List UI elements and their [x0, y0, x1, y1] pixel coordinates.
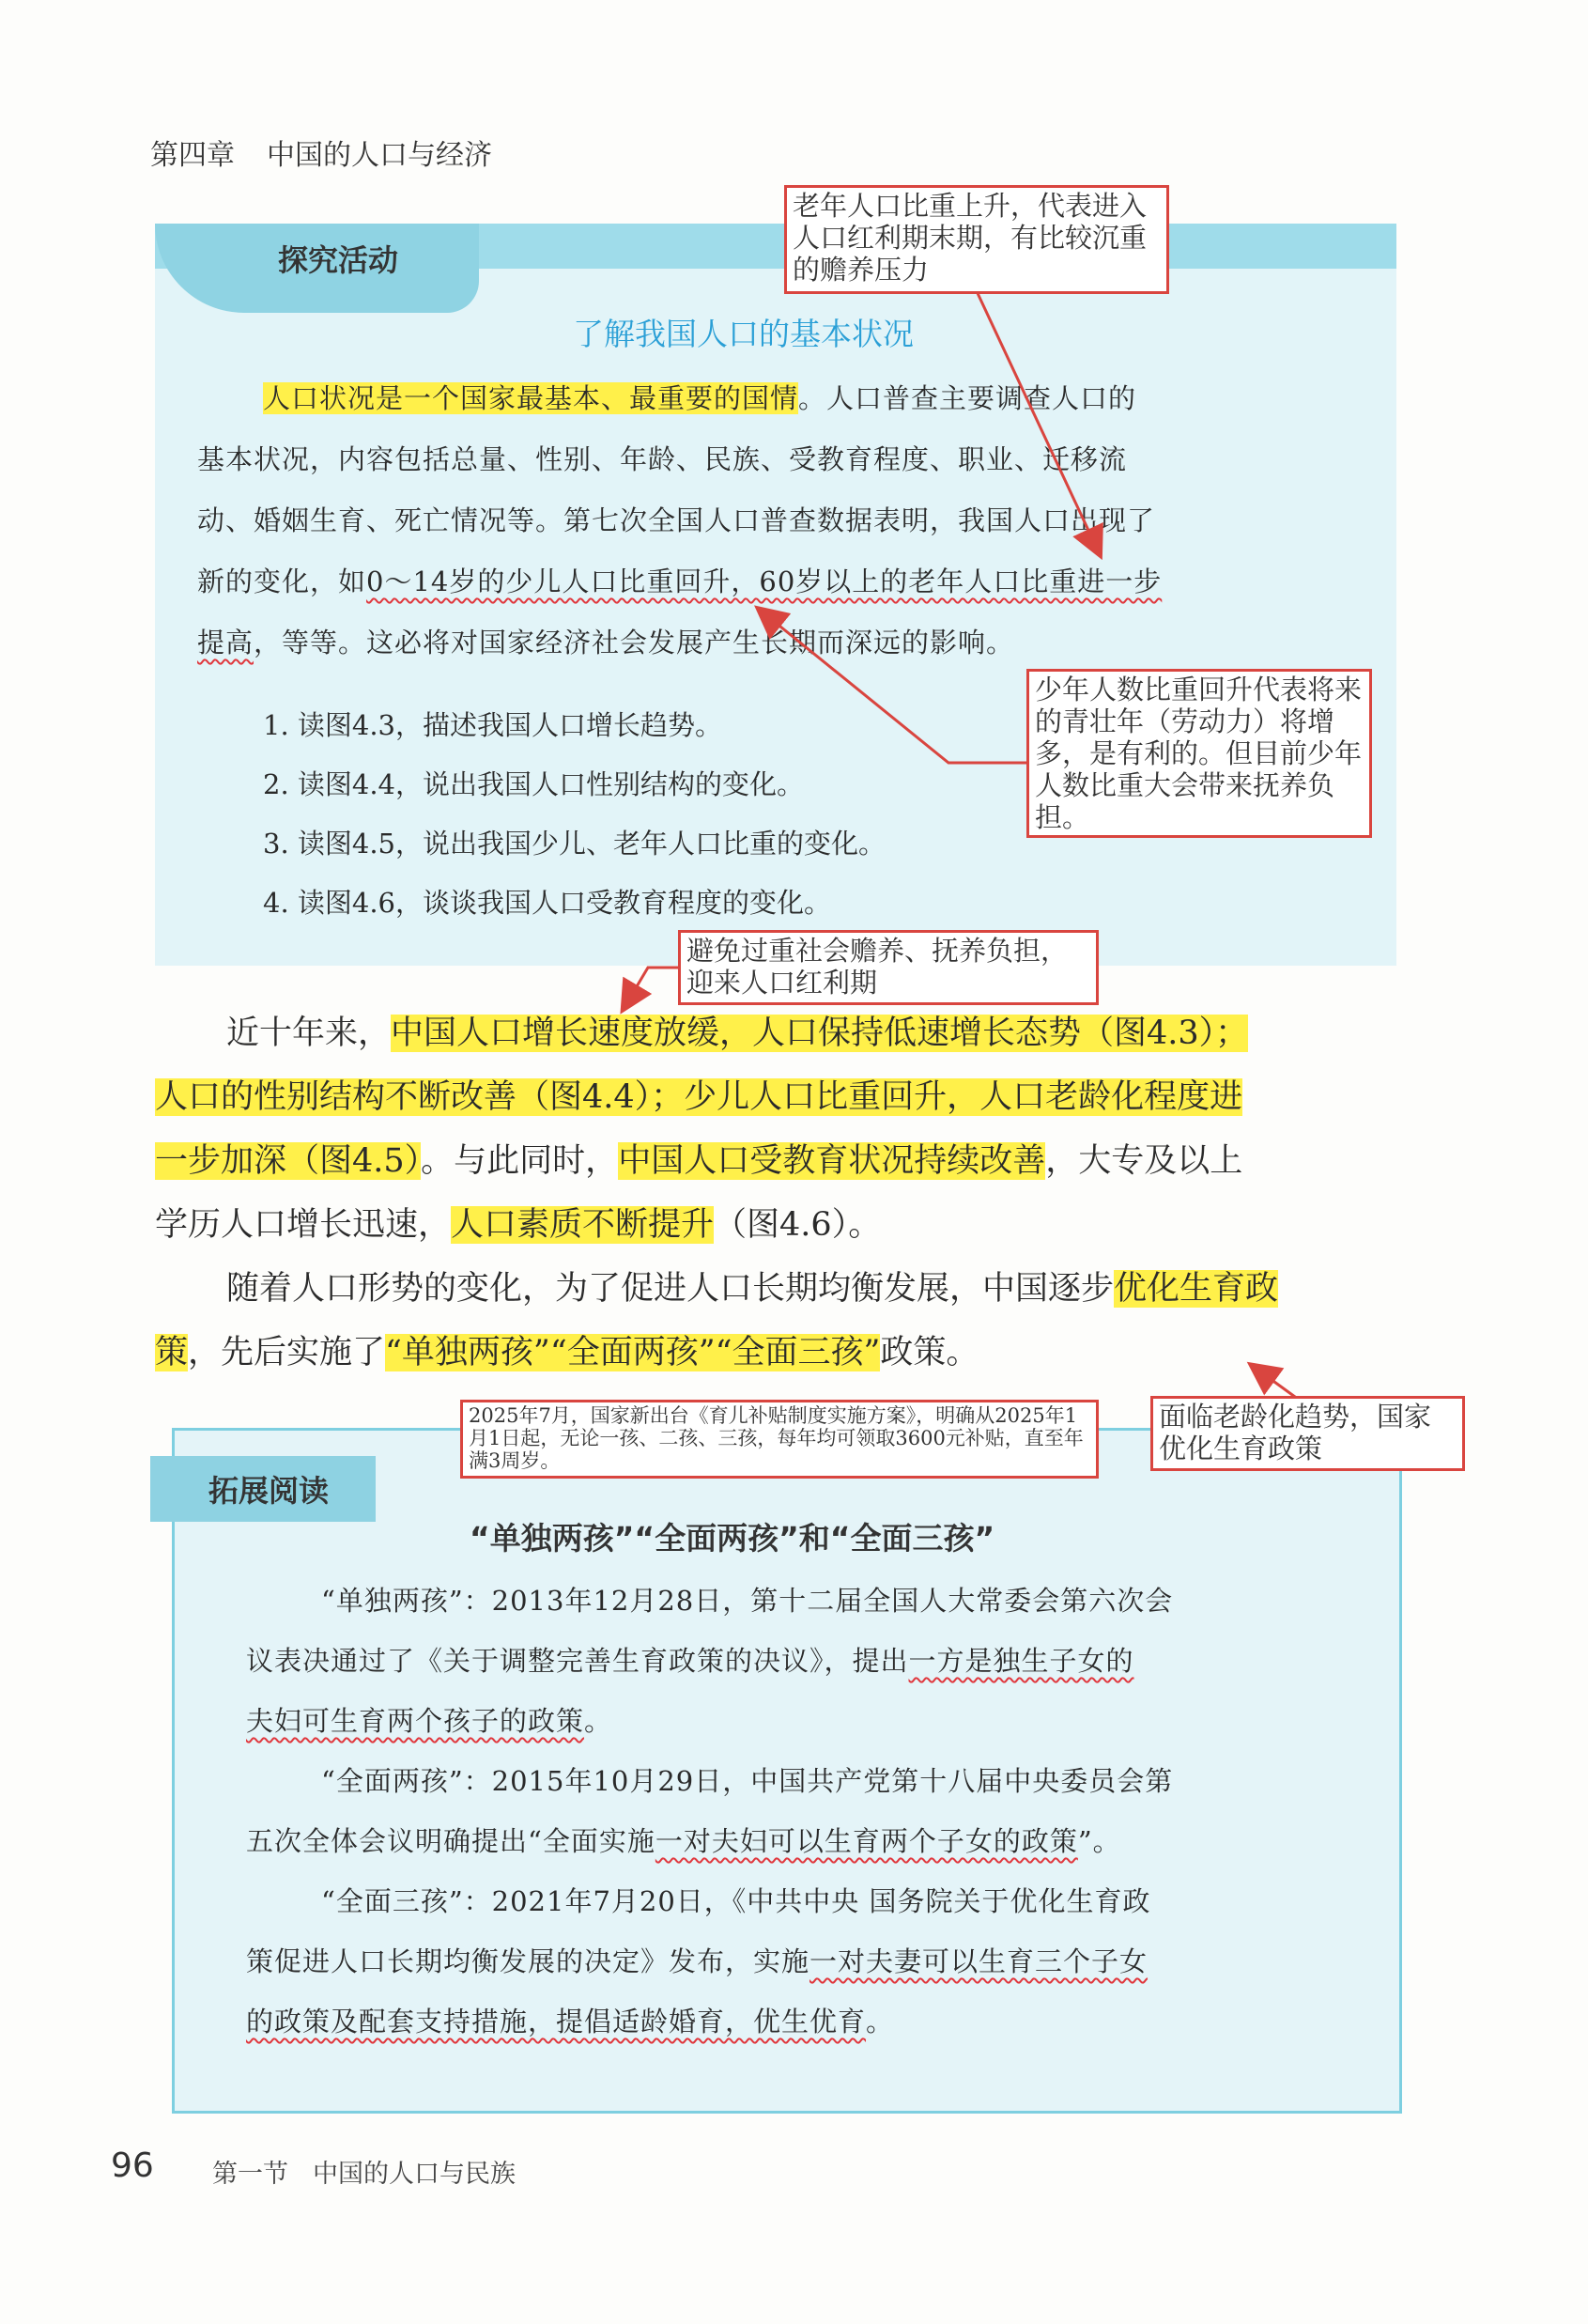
annotation-note-subsidy: 2025年7月，国家新出台《育儿补贴制度实施方案》，明确从2025年1月1日起，无论一孩、二孩、三孩，每年均可领取3600元补贴，直至年满3周岁。 [460, 1400, 1099, 1479]
text-span: 。与此同时， [421, 1142, 619, 1180]
text-span: 政策。 [880, 1334, 979, 1371]
question-1: 1. 读图4.3，描述我国人口增长趋势。 [263, 709, 723, 741]
text-span: 学历人口增长迅速， [155, 1206, 452, 1244]
question-2: 2. 读图4.4，说出我国人口性别结构的变化。 [263, 768, 805, 800]
text-span: 。 [584, 1705, 613, 1737]
wavy-underline: 的政策及配套支持措施，提倡适龄婚育，优生优育 [246, 2006, 867, 2037]
section-title: 中国的人口与民族 [313, 2160, 516, 2189]
explore-label: 探究活动 [278, 242, 399, 278]
text-span: 策促进人口长期均衡发展的决定》发布，实施 [246, 1945, 810, 1977]
text-span: 。人口普查主要调查人口的 [798, 382, 1137, 414]
annotation-note-youth: 少年人数比重回升代表将来的青壮年（劳动力）将增多，是有利的。但目前少年人数比重大会带来抚养负担。 [1026, 669, 1372, 838]
text-span: 新的变化，如 [197, 566, 367, 597]
wavy-underline: 一对夫妻可以生育三个子女 [809, 1945, 1149, 1977]
annotation-note-elderly: 老年人口比重上升，代表进入人口红利期末期，有比较沉重的赡养压力 [784, 185, 1169, 294]
highlight: 人口的性别结构不断改善（图4.4）；少儿人口比重回升，人口老龄化程度进 [155, 1078, 1243, 1116]
wavy-underline: 0～14岁的少儿人口比重回升，60岁以上的老年人口比重进一步 [366, 566, 1163, 597]
explore-line-3: 动、婚姻生育、死亡情况等。第七次全国人口普查数据表明，我国人口出现了 [197, 504, 1156, 536]
wavy-underline: 提高 [197, 627, 254, 658]
arrow-note2 [761, 611, 1026, 763]
arrow-note1 [977, 291, 1099, 552]
highlight: 人口素质不断提升 [451, 1206, 715, 1244]
footer-section [212, 2153, 516, 2190]
wavy-underline: 夫妇可生育两个孩子的政策 [246, 1705, 585, 1737]
highlight: 策 [155, 1334, 189, 1371]
highlight: 一步加深（图4.5） [155, 1142, 422, 1180]
text-span: 五次全体会议明确提出“全面实施 [246, 1825, 655, 1857]
text-span: 随着人口形势的变化，为了促进人口长期均衡发展，中国逐步 [226, 1270, 1115, 1308]
wavy-underline: 一对夫妇可以生育两个子女的政策 [655, 1825, 1078, 1857]
text-span: 议表决通过了《关于调整完善生育政策的决议》，提出 [246, 1645, 909, 1677]
explore-line-2: 基本状况，内容包括总量、性别、年龄、民族、受教育程度、职业、迁移流 [197, 443, 1128, 475]
text-span: ，等等。这必将对国家经济社会发展产生长期而深远的影响。 [254, 627, 1015, 658]
highlight: 人口状况是一个国家最基本、最重要的国情 [263, 382, 799, 414]
chapter-title: 中国的人口与经济 [267, 139, 492, 172]
text-span: ”。 [1077, 1825, 1121, 1857]
activity-title: 了解我国人口的基本状况 [573, 316, 914, 352]
page-number: 96 [111, 2146, 154, 2185]
text-span: 近十年来， [226, 1015, 392, 1052]
ext-line: “全面两孩”：2015年10月29日，中国共产党第十八届中央委员会第 [321, 1765, 1174, 1797]
text-span: 。 [866, 2006, 895, 2037]
chapter-number: 第四章 [150, 139, 235, 172]
arrow-note3 [624, 968, 678, 1007]
ext-line: “全面三孩”：2021年7月20日，《中共中央 国务院关于优化生育政 [321, 1885, 1151, 1917]
highlight: “单独两孩”“全面两孩”“全面三孩” [385, 1334, 881, 1371]
highlight: 中国人口增长速度放缓，人口保持低速增长态势（图4.3）； [391, 1015, 1249, 1052]
section-number: 第一节 [212, 2160, 288, 2189]
ext-line: “单独两孩”：2013年12月28日，第十二届全国人大常委会第六次会 [321, 1585, 1174, 1617]
highlight: 中国人口受教育状况持续改善 [618, 1142, 1046, 1180]
text-span: ，大专及以上 [1045, 1142, 1243, 1180]
text-span: ，先后实施了 [188, 1334, 386, 1371]
question-4: 4. 读图4.6，谈谈我国人口受教育程度的变化。 [263, 887, 832, 919]
highlight: 优化生育政 [1114, 1270, 1279, 1308]
extended-label: 拓展阅读 [208, 1473, 330, 1509]
wavy-underline: 一方是独生子女的 [908, 1645, 1134, 1677]
extended-title: “单独两孩”“全面两孩”和“全面三孩” [470, 1520, 995, 1557]
annotation-note-policy: 面临老龄化趋势，国家优化生育政策 [1150, 1396, 1465, 1471]
annotation-note-dividend: 避免过重社会赡养、抚养负担，迎来人口红利期 [678, 930, 1099, 1005]
question-3: 3. 读图4.5，说出我国少儿、老年人口比重的变化。 [263, 828, 887, 860]
text-span: （图4.6）。 [714, 1206, 882, 1244]
